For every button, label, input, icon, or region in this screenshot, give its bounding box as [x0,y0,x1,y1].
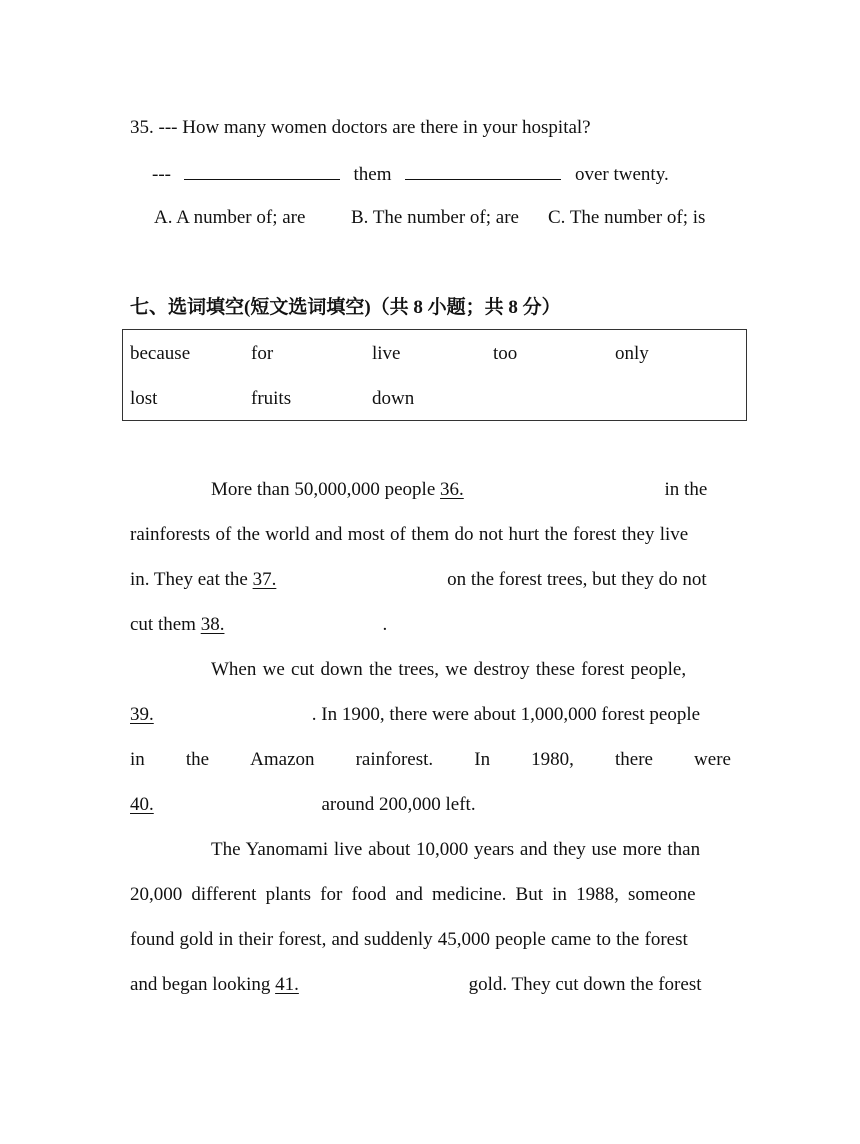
blank-40[interactable] [130,794,311,815]
passage-word: there [614,749,653,770]
passage-text: cut them [130,614,196,635]
passage-word: were [694,749,731,770]
passage-line [130,613,387,637]
passage-line: found gold in their forest, and suddenly 45,000 people came to the forest [130,929,688,950]
passage-text: in the [664,479,708,500]
passage-text: . In 1900, there were about 1,000,000 forest people [311,704,701,725]
answer-blank-2[interactable] [405,161,561,180]
passage-line [130,523,731,547]
passage-word: the [185,749,210,770]
option-c[interactable]: C. The number of; is [548,207,706,228]
passage-line: 20,000 different plants for food and medicine. But in 1988, someone [130,884,696,905]
passage-text: in. They eat the [130,569,248,590]
passage-text: gold. They cut down the forest [468,974,702,995]
passage-text: . [382,614,388,635]
blank-38[interactable] [201,614,383,635]
word-bank-box [122,329,747,421]
word-bank-item: live [372,343,401,364]
question-35-answer-line [152,161,669,187]
passage-word: rainforest. [355,749,434,770]
passage-text: rainforests of the world and most of them do not hurt the forest they live [130,524,689,545]
passage-word: 1980, [531,749,574,770]
blank-number: 36. [440,479,464,500]
answer-dashes: --- [152,164,171,185]
word-bank-item: because [130,343,191,364]
blank-37[interactable] [253,569,435,590]
word-bank-item: down [372,388,415,409]
passage-line [130,793,476,817]
word-bank-item: too [493,343,518,364]
answer-blank-1[interactable] [184,161,340,180]
blank-number: 38. [200,614,225,635]
blank-number: 39. [130,704,154,725]
option-b[interactable]: B. The number of; are [351,207,519,228]
passage-word: in [130,749,145,770]
passage-line-justified [130,748,731,772]
answer-mid-word: them [353,164,392,185]
section-heading: 七、选词填空(短文选词填空)（共 8 小题；共 8 分） [130,297,561,318]
blank-39[interactable] [130,704,312,725]
passage-word: Amazon [250,749,315,770]
passage-line [130,568,707,592]
blank-36[interactable] [440,479,650,500]
passage-word: In [474,749,491,770]
passage-line [130,703,700,727]
word-bank-item: lost [130,388,158,409]
passage-line: When we cut down the trees, we destroy these forest people, [211,659,687,680]
option-a[interactable]: A. A number of; are [154,207,306,228]
passage-line [130,973,702,997]
word-bank-item: for [251,343,274,364]
passage-line [211,478,707,502]
blank-number: 40. [130,794,154,815]
blank-number: 41. [275,974,299,995]
passage-text: and began looking [130,974,271,995]
blank-number: 37. [252,569,277,590]
blank-41[interactable] [275,974,457,995]
word-bank-item: only [615,343,649,364]
passage-text: on the forest trees, but they do not [447,569,707,590]
passage-text: around 200,000 left. [321,794,476,815]
passage-text: More than 50,000,000 people [211,479,436,500]
passage-line: The Yanomami live about 10,000 years and they use more than [211,839,701,860]
word-bank-item: fruits [251,388,292,409]
answer-end-text: over twenty. [574,164,669,185]
question-35-text: 35. --- How many women doctors are there in your hospital? [130,117,591,138]
